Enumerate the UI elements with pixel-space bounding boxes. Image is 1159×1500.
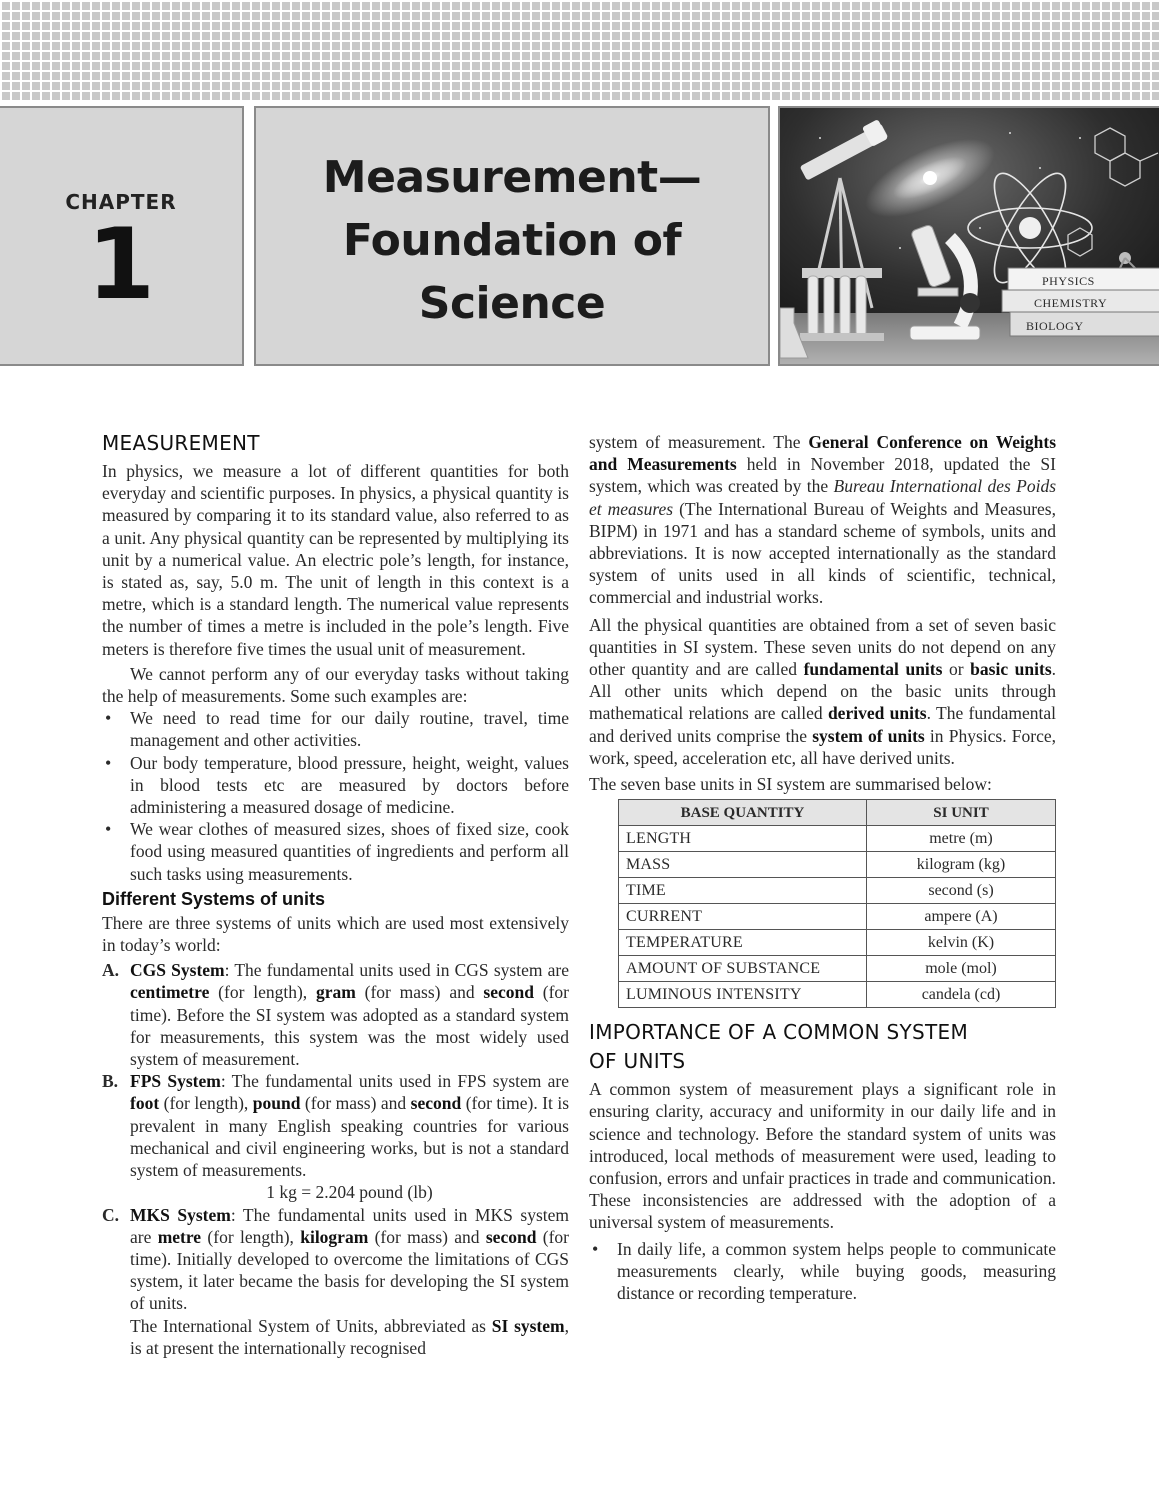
paragraph-si-intro xyxy=(102,1315,569,1359)
text: The International System of Units, abbreviated as xyxy=(130,1315,492,1336)
term: kilogram xyxy=(300,1226,369,1247)
table-cell: ampere (A) xyxy=(867,904,1056,930)
list-marker: B. xyxy=(102,1071,119,1092)
paragraph: There are three systems of units which are used most extensively in today’s world: xyxy=(102,912,569,956)
title-line-2: Foundation of xyxy=(342,215,682,266)
list-item: • In daily life, a common system helps people to communicate measurements clearly, while buying goods, measuring distance or recording temperature. xyxy=(589,1238,1056,1305)
chapter-number: 1 xyxy=(86,208,156,322)
term: metre xyxy=(157,1226,202,1247)
title-box xyxy=(254,106,770,366)
text: (for time). Before the SI system was adopted as a standard system for measurements, this system was the most widely used system of measurement. xyxy=(130,982,569,1070)
heading-line: IMPORTANCE OF A COMMON SYSTEM xyxy=(589,1020,969,1045)
term: fundamental units xyxy=(803,659,943,680)
table-row xyxy=(619,904,1056,930)
si-units-table xyxy=(618,799,1056,1008)
term: derived units xyxy=(827,703,927,724)
text: , is at present the internationally recognised xyxy=(130,1315,569,1358)
chapter-title xyxy=(256,146,768,335)
text: (for length), xyxy=(159,1093,253,1114)
subheading-systems-of-units: Different Systems of units xyxy=(102,888,326,909)
chapter-box xyxy=(0,106,244,366)
column-header: BASE QUANTITY xyxy=(619,800,867,826)
atom-nucleus xyxy=(1019,217,1041,239)
science-illustration xyxy=(778,106,1159,366)
text: (for length), xyxy=(209,982,316,1003)
text: . The fundamental and derived units comprise the xyxy=(589,703,1056,746)
table-row xyxy=(619,826,1056,852)
text: in Physics. Force, work, speed, acceleration etc, all have derived units. xyxy=(589,725,1056,768)
bullet-list xyxy=(102,707,569,885)
text: (The International Bureau of Weights and Measures, BIPM) in 1971 and has a standard scheme of symbols, units and abbreviations. It is now accepted internationally as the standard system of units used in all kinds of scientific, technical, commercial and industrial works. xyxy=(589,498,1056,608)
text: (for time). Initially developed to overcome the limitations of CGS system, it later became the basis for developing the SI system of units. xyxy=(130,1226,569,1314)
list-item: • Our body temperature, blood pressure, height, weight, values in blood tests etc are measured by doctors before administering a measured dosage of medicine. xyxy=(102,752,569,819)
term: foot xyxy=(130,1093,160,1114)
bullet-list xyxy=(589,1238,1056,1305)
term: second xyxy=(410,1093,462,1114)
list-item: • We need to read time for our daily routine, travel, time management and other activities. xyxy=(102,707,569,751)
list-item-cgs xyxy=(102,959,569,1070)
section-heading-measurement: MEASUREMENT xyxy=(102,431,260,455)
chapter-label: CHAPTER xyxy=(65,190,177,214)
right-column xyxy=(589,431,1056,1304)
header-pattern-grid xyxy=(0,0,1159,102)
table-cell: mole (mol) xyxy=(867,956,1056,982)
table-cell: CURRENT xyxy=(619,904,867,930)
term: centimetre xyxy=(130,982,210,1003)
italic-term: Bureau International des Poids et measures xyxy=(589,476,1056,519)
text: (for length), xyxy=(201,1226,301,1247)
table-cell: TIME xyxy=(619,878,867,904)
table-header-row xyxy=(619,800,1056,826)
text: All the physical quantities are obtained from a set of seven basic quantities in SI system. These seven units do not depend on any other quantity and are called xyxy=(589,614,1056,680)
systems-list xyxy=(102,959,569,1314)
term: system of units xyxy=(812,725,925,746)
table-cell: kilogram (kg) xyxy=(867,852,1056,878)
table-cell: TEMPERATURE xyxy=(619,930,867,956)
text: (for mass) and xyxy=(300,1093,411,1114)
list-marker: A. xyxy=(102,960,120,981)
title-line-3: Science xyxy=(418,278,606,329)
table-cell: LENGTH xyxy=(619,826,867,852)
paragraph: A common system of measurement plays a significant role in ensuring clarity, accuracy and uniformity in our daily life and in science and technology. Before the standard system of units was introduced, local methods of measurement were used, leading to confusion, errors and unfair practices in trade and communication. These inconsistencies are addressed with the adoption of a universal system of measurements. xyxy=(589,1079,1056,1233)
text: system of measurement. The xyxy=(589,432,809,452)
paragraph xyxy=(589,614,1056,769)
text: : The fundamental units used in CGS system are xyxy=(224,960,569,981)
list-item-fps xyxy=(102,1070,569,1203)
table-cell: LUMINOUS INTENSITY xyxy=(619,982,867,1008)
science-illustration-svg xyxy=(780,108,1159,366)
text: (for mass) and xyxy=(355,982,484,1003)
left-column xyxy=(102,428,569,1359)
table-cell: candela (cd) xyxy=(867,982,1056,1008)
table-cell: metre (m) xyxy=(867,826,1056,852)
table-cell: second (s) xyxy=(867,878,1056,904)
term: basic units xyxy=(970,659,1052,680)
term: second xyxy=(485,1226,537,1247)
book-label-chemistry: CHEMISTRY xyxy=(1034,296,1108,310)
list-item-mks xyxy=(102,1204,569,1315)
table-cell: kelvin (K) xyxy=(867,930,1056,956)
term: pound xyxy=(252,1093,301,1114)
table-row xyxy=(619,852,1056,878)
paragraph: We cannot perform any of our everyday tasks without taking the help of measurements. Some such examples are: xyxy=(102,663,569,707)
term: MKS System xyxy=(130,1204,231,1225)
text: (for time). It is prevalent in many English speaking countries for various mechanical and civil engineering works, but is not a standard system of measurements. xyxy=(130,1093,570,1181)
book-label-biology: BIOLOGY xyxy=(1026,319,1084,333)
term: FPS System xyxy=(130,1071,221,1092)
list-marker: C. xyxy=(102,1204,120,1225)
text: held in November 2018, updated the SI system, which was created by the xyxy=(589,454,1056,497)
paragraph xyxy=(589,431,1056,609)
paragraph: The seven base units in SI system are summarised below: xyxy=(589,774,992,795)
conversion-equation: 1 kg = 2.204 pound (lb) xyxy=(266,1182,433,1203)
text: . All other units which depend on the basic units through mathematical relations are called xyxy=(589,659,1057,724)
section-heading-common-system xyxy=(589,1018,1056,1076)
term: SI system xyxy=(491,1315,565,1336)
table-row xyxy=(619,956,1056,982)
term: gram xyxy=(315,982,356,1003)
table-row xyxy=(619,878,1056,904)
column-header: SI UNIT xyxy=(867,800,1056,826)
title-line-1: Measurement— xyxy=(322,152,702,203)
text: (for mass) and xyxy=(368,1226,486,1247)
table-row xyxy=(619,982,1056,1008)
table-cell: MASS xyxy=(619,852,867,878)
text: : The fundamental units used in MKS system are xyxy=(130,1204,569,1247)
table-row xyxy=(619,930,1056,956)
list-item: • We wear clothes of measured sizes, shoes of fixed size, cook food using measured quantities of ingredients and perform all such tasks using measurements. xyxy=(102,818,569,885)
text: : The fundamental units used in FPS system are xyxy=(220,1071,570,1092)
text: or xyxy=(942,659,971,680)
term: second xyxy=(483,982,534,1003)
book-label-physics: PHYSICS xyxy=(1042,274,1095,288)
heading-line: OF UNITS xyxy=(589,1049,686,1074)
term: General Conference on Weights and Measurements xyxy=(589,432,1056,475)
paragraph: In physics, we measure a lot of different quantities for both everyday and scientific purposes. In physics, a physical quantity is measured by comparing it to its standard value, also referred to as a unit. Any physical quantity can be represented by multiplying its unit by a numerical value. An electric pole’s length, for instance, is stated as, say, 5.0 m. The unit of length in this context is a metre, which is a standard length. The numerical value represents the number of times a metre is included in the pole’s length. Five meters is therefore five times the usual unit of measurement. xyxy=(102,461,569,659)
term: CGS System xyxy=(130,960,225,981)
table-cell: AMOUNT OF SUBSTANCE xyxy=(619,956,867,982)
